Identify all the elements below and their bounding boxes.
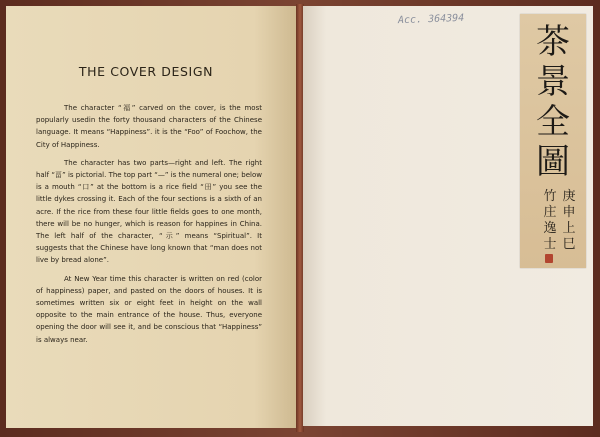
paragraph-1: The character “福” carved on the cover, is the most popularly usedin the forty thousand characters of the Chinese language. It means “Happiness”. it is the “Foo” of Foochow, the City of Happiness.: [36, 104, 262, 149]
body-text: [36, 102, 262, 352]
label-date: 庚申上巳: [562, 188, 576, 251]
label-author: 竹庄逸士: [543, 188, 557, 251]
paragraph-2: The character has two parts—right and left. The right half “畐” is pictorial. The top part “—” is the numeral one; below is a mouth “口” at the bottom is a rice field “田” you see the little dykes crossing it. Each of the four sections is a sixth of an acre. If the rice from these four little fields goes to one month, there will be no hunger, which is reason for happines in China. The left half of the character, “示” means “Spiritual”. It suggests that the Chinese have long known that “man does not live by bread alone”.: [36, 158, 262, 265]
paragraph-3: At New Year time this character is written on red (color of happiness) paper, and pasted on the doors of houses. It is sometimes written six or eight feet in height on the wall opposite to the main entrance of the house. Thus, everyone opening the door will see it, and be conscious that “Happiness” is always near.: [36, 274, 262, 344]
label-title: 茶景全圖: [536, 22, 570, 182]
red-seal-icon: [545, 254, 553, 263]
title-label-slip: [520, 14, 586, 268]
page-title: THE COVER DESIGN: [78, 64, 214, 79]
accession-note: Acc. 364394: [397, 12, 465, 27]
